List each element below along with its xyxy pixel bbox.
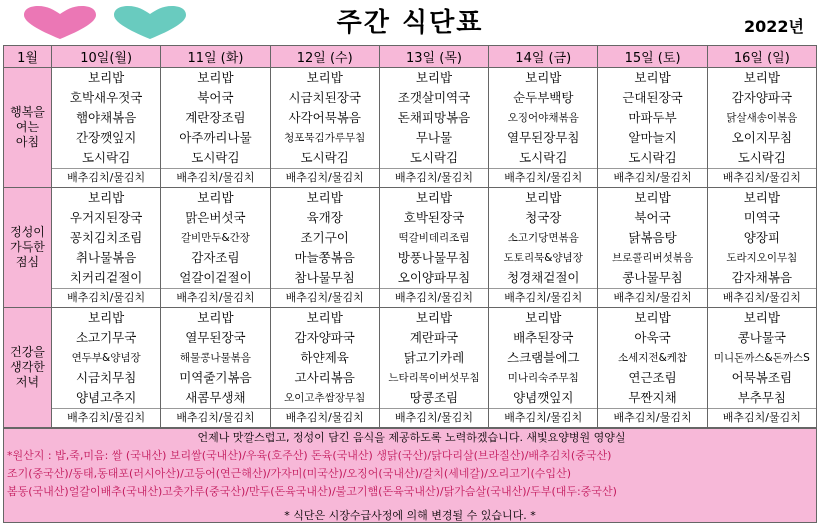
menu-item: 오이지무침 xyxy=(731,130,793,145)
menu-item: 보리밥 xyxy=(415,70,453,85)
kimchi-item: 배추김치/물김치 xyxy=(489,168,597,187)
kimchi-item: 배추김치/물김치 xyxy=(161,288,269,307)
menu-item: 보리밥 xyxy=(88,310,125,325)
menu-item: 알마늘지 xyxy=(628,130,677,145)
menu-item: 취나물볶음 xyxy=(75,250,137,265)
kimchi-item: 배추김치/물김치 xyxy=(271,168,379,187)
day-header-thu: 13일 (목) xyxy=(379,46,488,68)
menu-item: 돈채피망볶음 xyxy=(397,110,471,125)
menu-item: 하얀제육 xyxy=(300,350,349,365)
menu-item: 조갯살미역국 xyxy=(397,90,471,105)
menu-item: 감자채볶음 xyxy=(731,270,793,285)
meal-label-line: 생각한 xyxy=(10,360,45,374)
menu-item: 오이고추쌈장무침 xyxy=(284,392,366,404)
menu-item: 청경채겉절이 xyxy=(507,270,580,285)
day-header-wed: 12일 (수) xyxy=(270,46,379,68)
menu-item: 도시락김 xyxy=(409,150,459,165)
menu-item: 열무된장국 xyxy=(185,330,246,345)
menu-item: 연근조림 xyxy=(628,370,677,385)
menu-item: 보리밥 xyxy=(743,70,780,85)
kimchi-item: 배추김치/물김치 xyxy=(52,288,160,307)
menu-item: 호박된장국 xyxy=(403,210,465,225)
meal-label-line: 저녁 xyxy=(15,375,40,389)
menu-item: 콩나물무침 xyxy=(622,270,683,285)
kimchi-item: 배추김치/물김치 xyxy=(380,288,488,307)
menu-cell xyxy=(707,188,816,308)
kimchi-item: 배추김치/물김치 xyxy=(271,288,379,307)
menu-item: 미나리숙주무침 xyxy=(507,372,579,384)
menu-item: 사각어묵볶음 xyxy=(288,110,361,125)
menu-item: 맑은버섯국 xyxy=(185,210,246,225)
menu-item: 보리밥 xyxy=(88,190,125,205)
menu-item: 갈비만두&간장 xyxy=(180,232,250,244)
menu-item: 계란파국 xyxy=(409,330,459,345)
kimchi-item: 배추김치/물김치 xyxy=(598,288,706,307)
meal-row-dinner xyxy=(4,308,817,428)
menu-item: 보리밥 xyxy=(306,310,343,325)
menu-item: 미역국 xyxy=(743,210,780,225)
menu-item: 북어국 xyxy=(197,90,234,105)
menu-item: 북어국 xyxy=(634,210,671,225)
menu-item: 소고기당면볶음 xyxy=(507,232,579,244)
menu-item: 조기구이 xyxy=(300,230,349,245)
menu-item: 무짠지채 xyxy=(628,390,677,405)
menu-item: 땅콩조림 xyxy=(409,390,459,405)
menu-item: 참나물무침 xyxy=(294,270,355,285)
menu-item: 콩나물국 xyxy=(737,330,786,345)
menu-cell xyxy=(161,188,270,308)
menu-item: 순두부백탕 xyxy=(513,90,574,105)
menu-item: 미니돈까스&돈까스S xyxy=(713,352,810,364)
menu-item: 도토리묵&양념장 xyxy=(503,252,583,264)
menu-item: 마파두부 xyxy=(628,110,677,125)
menu-item: 치커리겉절이 xyxy=(69,270,143,285)
menu-cell xyxy=(161,68,270,188)
kimchi-item: 배추김치/물김치 xyxy=(380,168,488,187)
meal-row-lunch xyxy=(4,188,817,308)
menu-item: 양장피 xyxy=(743,230,780,245)
menu-item: 보리밥 xyxy=(525,70,562,85)
year-label: 2022년 xyxy=(744,17,804,36)
menu-item: 닭볶음탕 xyxy=(628,230,677,245)
menu-item: 소고기무국 xyxy=(75,330,137,345)
menu-item: 얼갈이겉절이 xyxy=(179,270,252,285)
kimchi-item: 배추김치/물김치 xyxy=(708,288,816,307)
menu-item: 오징어야채볶음 xyxy=(507,112,579,124)
menu-item: 아주까리나물 xyxy=(179,130,252,145)
menu-item: 무나물 xyxy=(415,130,453,145)
menu-item: 떡갈비데리조림 xyxy=(398,232,470,244)
kimchi-item: 배추김치/물김치 xyxy=(598,168,706,187)
menu-cell xyxy=(161,308,270,428)
meal-label-line: 건강을 xyxy=(10,345,45,359)
weekly-menu-table xyxy=(3,45,817,428)
meal-label-line: 정성이 xyxy=(10,225,45,239)
menu-item: 도시락김 xyxy=(81,150,131,165)
kimchi-item: 배추김치/물김치 xyxy=(708,168,816,187)
menu-item: 도시락김 xyxy=(628,150,677,165)
menu-item: 보리밥 xyxy=(415,310,453,325)
menu-item: 보리밥 xyxy=(197,190,234,205)
menu-item: 보리밥 xyxy=(525,190,562,205)
menu-item: 아욱국 xyxy=(634,330,671,345)
kimchi-item: 배추김치/물김치 xyxy=(161,168,269,187)
kimchi-item: 배추김치/물김치 xyxy=(380,408,488,427)
menu-item: 우거지된장국 xyxy=(69,210,143,225)
menu-item: 보리밥 xyxy=(743,310,780,325)
menu-item: 느타리목이버섯무침 xyxy=(388,372,480,384)
menu-item: 닭살새송이볶음 xyxy=(726,112,798,124)
menu-cell xyxy=(379,308,488,428)
month-header: 1월 xyxy=(4,46,52,68)
meal-label-breakfast xyxy=(4,68,52,188)
menu-item: 도시락김 xyxy=(191,150,240,165)
menu-item: 연두부&양념장 xyxy=(71,352,141,364)
menu-item: 마늘쫑볶음 xyxy=(294,250,355,265)
meal-label-line: 여는 xyxy=(15,120,40,134)
menu-cell xyxy=(598,308,707,428)
menu-item: 브로콜리버섯볶음 xyxy=(611,252,694,264)
page-title: 주간 식단표 xyxy=(336,8,484,38)
day-header-mon: 10일(월) xyxy=(52,46,161,68)
menu-item: 보리밥 xyxy=(306,190,343,205)
menu-item: 오이양파무침 xyxy=(397,270,471,285)
day-header-sun: 16일 (일) xyxy=(707,46,816,68)
menu-item: 어묵볶조림 xyxy=(731,370,793,385)
menu-item: 보리밥 xyxy=(197,70,234,85)
menu-item: 도시락김 xyxy=(519,150,568,165)
change-notice: * 식단은 시장수급사정에 의해 변경될 수 있습니다. * xyxy=(284,509,536,522)
kimchi-item: 배추김치/물김치 xyxy=(598,408,706,427)
menu-item: 시금치된장국 xyxy=(288,90,361,105)
kimchi-item: 배추김치/물김치 xyxy=(489,288,597,307)
menu-item: 해물콩나물볶음 xyxy=(179,352,251,364)
footer-slogan: 언제나 맛깔스럽고, 정성이 담긴 음식을 제공하도록 노력하겠습니다. 새빛요양병원 영양실 xyxy=(197,431,626,444)
menu-item: 새콤무생채 xyxy=(185,390,246,405)
meal-label-line: 가득한 xyxy=(10,240,45,254)
menu-item: 청포묵김가루무침 xyxy=(284,132,366,144)
menu-item: 보리밥 xyxy=(743,190,780,205)
menu-item: 양념고추지 xyxy=(75,390,137,405)
menu-item: 육개장 xyxy=(306,210,343,225)
menu-cell xyxy=(489,308,598,428)
origin-line: 조기(중국산)/동태,동태포(러시아산)/고등어(연근해산)/가자미(미국산)/오징어(국내산)/갈치(세네갈)/오리고기(수입산) xyxy=(7,467,571,480)
menu-cell xyxy=(52,188,161,308)
menu-item: 호박새우젓국 xyxy=(69,90,143,105)
menu-item: 시금치무침 xyxy=(75,370,137,385)
meal-label-line: 아침 xyxy=(15,135,40,149)
kimchi-item: 배추김치/물김치 xyxy=(489,408,597,427)
menu-item: 도라지오이무침 xyxy=(726,252,798,264)
kimchi-item: 배추김치/물김치 xyxy=(52,408,160,427)
menu-cell xyxy=(270,68,379,188)
header-row xyxy=(4,46,817,68)
menu-item: 청국장 xyxy=(525,210,562,225)
menu-cell xyxy=(270,188,379,308)
menu-cell xyxy=(598,188,707,308)
kimchi-item: 배추김치/물김치 xyxy=(708,408,816,427)
origin-line: *원산지 : 밥,죽,미음: 쌀 (국내산) 보리쌀(국내산)/우육(호주산) 돈육(국내산) 생닭(국산)/닭다리살(브라질산)/배추김치(중국산) xyxy=(7,449,612,462)
origin-line: 봄동(국내산)얼갈이배추(국내산)고춧가루(중국산)/만두(돈육국내산)/불고기햄(돈육국내산)/닭가슴살(국내산)/두부(대두:중국산) xyxy=(7,485,617,498)
menu-item: 보리밥 xyxy=(634,70,671,85)
kimchi-item: 배추김치/물김치 xyxy=(271,408,379,427)
menu-cell xyxy=(598,68,707,188)
day-header-fri: 14일 (금) xyxy=(489,46,598,68)
menu-cell xyxy=(707,68,816,188)
menu-cell xyxy=(52,68,161,188)
menu-item: 도시락김 xyxy=(737,150,786,165)
menu-item: 보리밥 xyxy=(197,310,234,325)
menu-item: 미역줄기볶음 xyxy=(179,370,252,385)
menu-item: 감자양파국 xyxy=(731,90,793,105)
menu-item: 꽁치김치조림 xyxy=(69,230,143,245)
menu-item: 간장깻잎지 xyxy=(75,130,137,145)
menu-cell xyxy=(489,68,598,188)
menu-cell xyxy=(52,308,161,428)
menu-cell xyxy=(489,188,598,308)
menu-item: 스크램블에그 xyxy=(507,350,580,365)
menu-item: 보리밥 xyxy=(634,310,671,325)
day-header-sat: 15일 (토) xyxy=(598,46,707,68)
meal-label-lunch xyxy=(4,188,52,308)
menu-item: 근대된장국 xyxy=(622,90,683,105)
menu-cell xyxy=(379,68,488,188)
menu-item: 감자조림 xyxy=(191,250,240,265)
menu-cell xyxy=(707,308,816,428)
menu-item: 보리밥 xyxy=(415,190,453,205)
day-header-tue: 11일 (화) xyxy=(161,46,270,68)
menu-item: 방풍나물무침 xyxy=(397,250,471,265)
meal-label-line: 행복을 xyxy=(10,105,45,119)
menu-item: 보리밥 xyxy=(306,70,343,85)
meal-label-line: 점심 xyxy=(15,255,40,269)
menu-item: 열무된장무침 xyxy=(507,130,580,145)
kimchi-item: 배추김치/물김치 xyxy=(161,408,269,427)
menu-item: 보리밥 xyxy=(525,310,562,325)
menu-item: 계란장조림 xyxy=(185,110,246,125)
menu-item: 부추무침 xyxy=(737,390,786,405)
menu-item: 감자양파국 xyxy=(294,330,355,345)
meal-row-breakfast xyxy=(4,68,817,188)
menu-item: 햄야채볶음 xyxy=(75,110,137,125)
menu-item: 고사리볶음 xyxy=(294,370,355,385)
menu-item: 도시락김 xyxy=(300,150,349,165)
menu-cell xyxy=(270,308,379,428)
kimchi-item: 배추김치/물김치 xyxy=(52,168,160,187)
menu-item: 닭고기카레 xyxy=(403,350,465,365)
menu-item: 보리밥 xyxy=(634,190,671,205)
menu-item: 보리밥 xyxy=(88,70,125,85)
menu-item: 소세지전&케찹 xyxy=(618,352,688,364)
menu-cell xyxy=(379,188,488,308)
menu-item: 양념깻잎지 xyxy=(513,390,574,405)
menu-item: 배추된장국 xyxy=(513,330,574,345)
meal-label-dinner xyxy=(4,308,52,428)
